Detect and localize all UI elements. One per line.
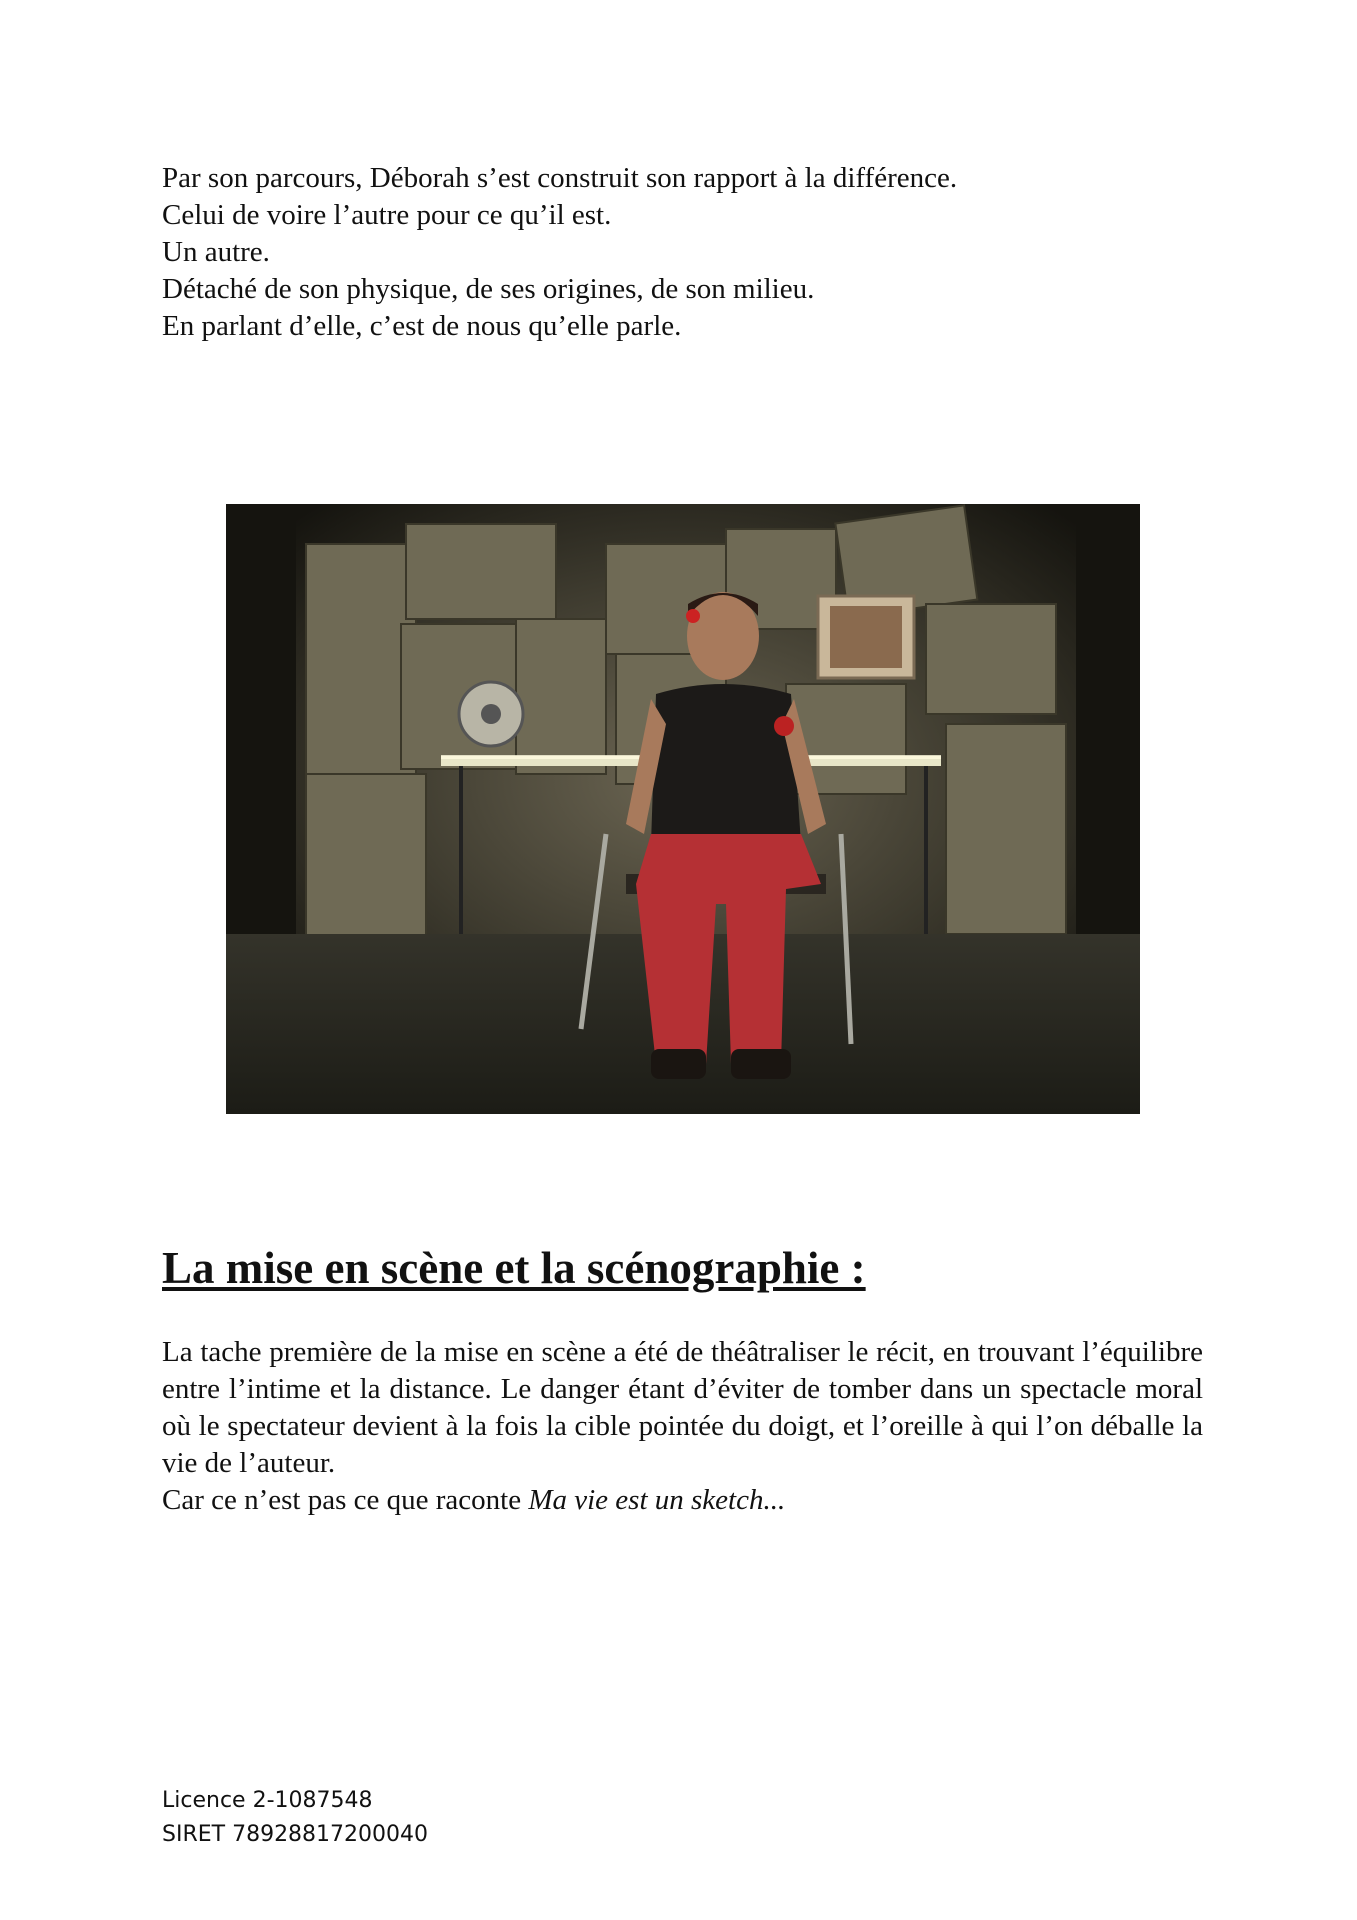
section-body bbox=[162, 1334, 1203, 1519]
section-title: La mise en scène et la scénographie : bbox=[162, 1243, 866, 1293]
intro-line: Par son parcours, Déborah s’est construit son rapport à la différence. bbox=[162, 162, 958, 194]
footer bbox=[162, 1784, 428, 1852]
intro-line: Détaché de son physique, de ses origines, de son milieu. bbox=[162, 273, 815, 305]
intro-line: En parlant d’elle, c’est de nous qu’elle parle. bbox=[162, 310, 682, 342]
licence-number: Licence 2-1087548 bbox=[162, 1788, 373, 1813]
stage-photo bbox=[226, 504, 1140, 1114]
intro-line: Celui de voire l’autre pour ce qu’il est. bbox=[162, 199, 612, 231]
show-title: Ma vie est un sketch... bbox=[528, 1484, 786, 1516]
last-line-text: Car ce n’est pas ce que raconte bbox=[162, 1484, 529, 1516]
stage-photo-illustration bbox=[226, 504, 1140, 1114]
intro-line: Un autre. bbox=[162, 236, 270, 268]
intro-text bbox=[162, 160, 1212, 345]
siret-number: SIRET 78928817200040 bbox=[162, 1822, 429, 1847]
section-paragraph: La tache première de la mise en scène a été de théâtraliser le récit, en trouvant l’équilibre entre l’intime et la distance. Le danger étant d’éviter de tomber dans un spectacle moral où le spectateur devient à la fois la cible pointée du doigt, et l’oreille à qui l’on déballe la vie de l’auteur. bbox=[162, 1336, 1203, 1479]
section-last-line bbox=[162, 1482, 1203, 1519]
